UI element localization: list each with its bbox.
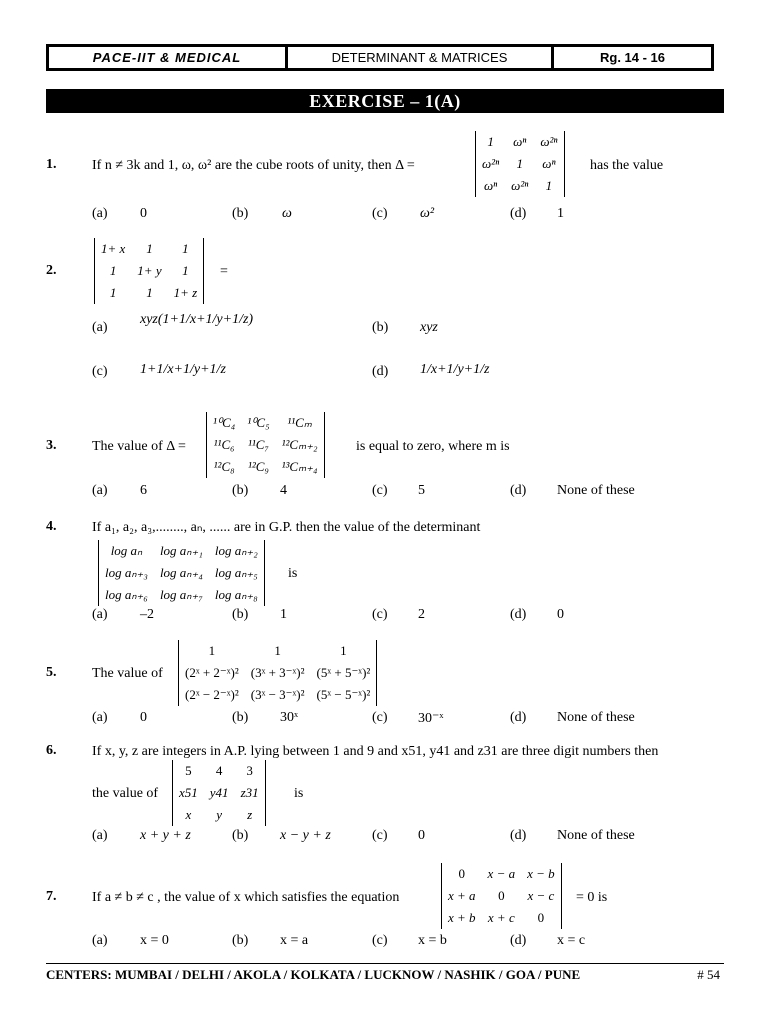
option-value: None of these (557, 828, 635, 843)
centers-list: CENTERS: MUMBAI / DELHI / AKOLA / KOLKATA / LUCKNOW / NASHIK / GOA / PUNE (46, 967, 581, 982)
question-text: = 0 is (576, 890, 608, 905)
matrix-table (442, 863, 561, 929)
option-label: (d) (510, 933, 527, 948)
cell: 5 (185, 763, 192, 778)
brand-logo: PACE-IIT & MEDICAL (49, 47, 288, 68)
option-label: (a) (92, 483, 108, 498)
option-label: (b) (232, 933, 249, 948)
page-header (46, 44, 714, 71)
option-value: xyz(1+1/x+1/y+1/z) (140, 312, 254, 327)
cell: y41 (209, 785, 229, 800)
page-range: Rg. 14 - 16 (599, 50, 666, 65)
cell: log aₙ (110, 543, 143, 558)
cell: y (216, 807, 223, 822)
option-value: 0 (140, 206, 147, 221)
option-label: (b) (232, 607, 249, 622)
option-value: ω (282, 206, 292, 221)
question-text: is equal to zero, where m is (356, 439, 510, 454)
exercise-title: EXERCISE – 1(A) (46, 89, 724, 113)
cell: x − a (487, 866, 516, 881)
option-value: 1/x+1/y+1/z (420, 362, 490, 377)
matrix-table (207, 412, 324, 478)
option-value: 1 (280, 607, 287, 622)
option-value: 30⁻ˣ (418, 711, 444, 726)
cell: x − c (527, 888, 555, 903)
cell: ¹²C₈ (213, 459, 235, 474)
cell: ¹²C₉ (247, 459, 269, 474)
option-value: 1+1/x+1/y+1/z (140, 362, 226, 377)
matrix-table (99, 540, 264, 606)
question-text: If a ≠ b ≠ c , the value of x which satisfies the equation (92, 890, 400, 905)
cell: z31 (240, 785, 259, 800)
option-value: 30ˣ (280, 710, 299, 725)
question-text: The value of Δ = (92, 439, 186, 454)
cell: log aₙ₊₈ (214, 587, 258, 602)
cell: 0 (458, 866, 466, 881)
cell: (5ˣ − 5⁻ˣ)² (316, 687, 371, 702)
question-text: has the value (590, 158, 664, 173)
cell: log aₙ₊₅ (214, 565, 258, 580)
option-label: (a) (92, 710, 108, 725)
option-label: (c) (372, 933, 388, 948)
cell: log aₙ₊₄ (159, 565, 203, 580)
cell: 1+ y (137, 263, 162, 278)
option-label: (a) (92, 320, 108, 335)
cell: 4 (215, 763, 223, 778)
question-number: 4. (46, 519, 57, 534)
option-value: x = a (280, 933, 309, 948)
option-value: 1 (557, 206, 564, 221)
topic-title: DETERMINANT & MATRICES (288, 47, 554, 68)
question-number: 1. (46, 157, 57, 172)
cell: ω²ⁿ (482, 156, 500, 171)
matrix-table (173, 760, 265, 826)
cell: 1 (146, 285, 153, 300)
page-number: # 54 (697, 967, 720, 982)
question-text: is (288, 566, 298, 581)
option-value: 0 (557, 607, 564, 622)
cell: (3ˣ − 3⁻ˣ)² (250, 687, 305, 702)
option-label: (d) (510, 828, 527, 843)
cell: 0 (498, 888, 505, 903)
cell: ω²ⁿ (540, 134, 558, 149)
cell: ¹¹C₇ (247, 437, 269, 452)
cell: ¹³Cₘ₊₄ (281, 459, 318, 474)
option-value: x + y + z (140, 828, 191, 843)
option-value: x = c (557, 933, 586, 948)
cell: 1 (340, 643, 347, 658)
cell: (5ˣ + 5⁻ˣ)² (316, 665, 371, 680)
question-text: If a₁, a₂, a₃,........, aₙ, ...... are in G.P. then the value of the determinant (92, 520, 481, 535)
cell: (3ˣ + 3⁻ˣ)² (250, 665, 305, 680)
option-value: None of these (557, 483, 635, 498)
option-value: x − y + z (280, 828, 331, 843)
option-label: (c) (92, 364, 108, 379)
question-text: If n ≠ 3k and 1, ω, ω² are the cube roots of unity, then Δ = (92, 158, 415, 173)
cell: ω²ⁿ (511, 178, 529, 193)
cell: 3 (246, 763, 253, 778)
option-value: 0 (140, 710, 147, 725)
cell: log aₙ₊₃ (105, 565, 148, 580)
option-label: (b) (232, 828, 249, 843)
determinant (178, 640, 377, 706)
option-value: x = 0 (140, 933, 169, 948)
cell: ¹²Cₘ₊₂ (281, 437, 318, 452)
option-label: (b) (232, 206, 249, 221)
cell: 1+ z (173, 285, 198, 300)
question-number: 5. (46, 665, 57, 680)
question-number: 2. (46, 263, 57, 278)
cell: ωⁿ (542, 156, 556, 171)
option-label: (a) (92, 607, 108, 622)
option-label: (d) (510, 483, 527, 498)
determinant (206, 412, 325, 478)
cell: x (185, 807, 192, 822)
cell: x − b (527, 866, 555, 881)
cell: 1 (208, 643, 216, 658)
page-footer (46, 967, 724, 983)
cell: 1 (109, 263, 117, 278)
cell: ωⁿ (513, 134, 527, 149)
cell: ¹¹C₆ (213, 437, 235, 452)
cell: 1 (182, 263, 189, 278)
cell: log aₙ₊₆ (105, 587, 148, 602)
cell: x51 (179, 785, 198, 800)
cell: 1 (487, 134, 494, 149)
option-label: (c) (372, 607, 388, 622)
cell: x + a (448, 888, 476, 903)
option-value: 5 (418, 483, 425, 498)
option-label: (b) (232, 483, 249, 498)
cell: x + b (448, 910, 476, 925)
cell: 1 (516, 156, 523, 171)
cell: 1 (545, 178, 553, 193)
option-value: ω² (420, 206, 435, 221)
cell: ¹⁰C₅ (247, 415, 270, 430)
cell: ¹⁰C₄ (213, 415, 236, 430)
option-label: (d) (510, 206, 527, 221)
matrix-table (476, 131, 564, 197)
determinant (98, 540, 265, 606)
option-label: (d) (510, 710, 527, 725)
option-label: (a) (92, 933, 108, 948)
cell: 0 (537, 910, 545, 925)
option-label: (c) (372, 710, 388, 725)
cell: 1 (274, 643, 281, 658)
question-number: 7. (46, 889, 57, 904)
option-value: x = b (418, 933, 447, 948)
cell: (2ˣ + 2⁻ˣ)² (185, 665, 239, 680)
determinant (172, 760, 266, 826)
determinant (441, 863, 562, 929)
determinant (94, 238, 204, 304)
option-label: (b) (232, 710, 249, 725)
option-label: (c) (372, 483, 388, 498)
determinant (475, 131, 565, 197)
cell: ¹¹Cₘ (287, 415, 312, 430)
option-label: (d) (510, 607, 527, 622)
question-text: is (294, 786, 304, 801)
option-value: xyz (420, 320, 438, 335)
option-label: (a) (92, 828, 108, 843)
cell: 1 (182, 241, 189, 256)
option-value: –2 (140, 607, 154, 622)
equals-sign: = (220, 264, 228, 279)
cell: log aₙ₊₁ (159, 543, 203, 558)
option-label: (a) (92, 206, 108, 221)
option-value: 6 (140, 483, 147, 498)
cell: log aₙ₊₂ (214, 543, 258, 558)
cell: x + c (487, 910, 515, 925)
question-number: 6. (46, 743, 57, 758)
question-text: The value of (92, 666, 163, 681)
option-label: (b) (372, 320, 389, 335)
question-number: 3. (46, 438, 57, 453)
cell: z (247, 807, 253, 822)
option-value: 4 (280, 483, 287, 498)
question-text: If x, y, z are integers in A.P. lying between 1 and 9 and x51, y41 and z31 are three digit numbers then (92, 744, 659, 759)
footer-divider (46, 963, 724, 964)
option-value: None of these (557, 710, 635, 725)
option-value: 0 (418, 828, 425, 843)
cell: log aₙ₊₇ (159, 587, 203, 602)
cell: ωⁿ (483, 178, 498, 193)
matrix-table (95, 238, 203, 304)
matrix-table (179, 640, 376, 706)
option-value: 2 (418, 607, 425, 622)
cell: 1 (109, 285, 117, 300)
option-label: (c) (372, 828, 388, 843)
cell: 1 (146, 241, 153, 256)
option-label: (d) (372, 364, 389, 379)
cell: 1+ x (101, 241, 126, 256)
option-label: (c) (372, 206, 388, 221)
cell: (2ˣ − 2⁻ˣ)² (185, 687, 239, 702)
question-text: the value of (92, 786, 159, 801)
